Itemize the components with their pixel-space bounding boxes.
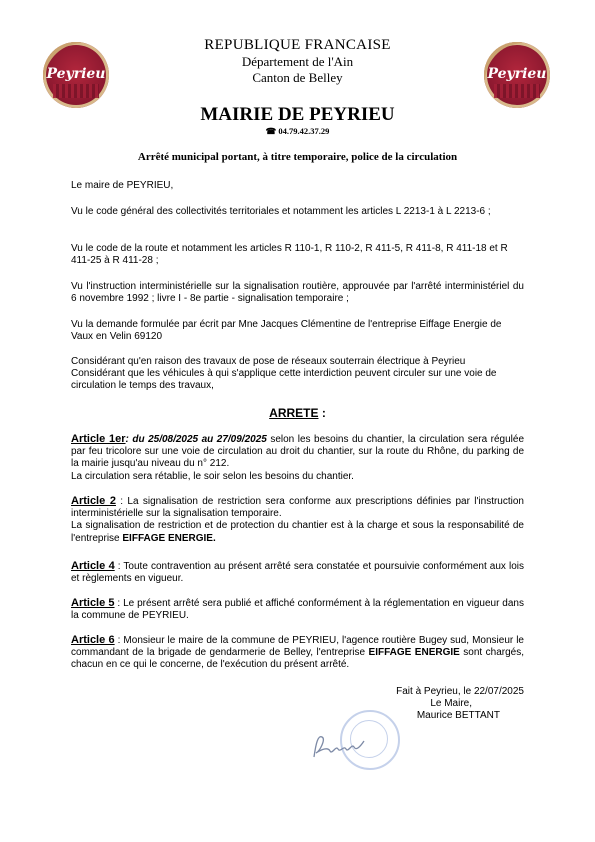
article-1 xyxy=(71,433,524,483)
article-5-text: : Le présent arrêté sera publié et affiché conformément à la réglementation en vigueur dans la commune de PEYRIEU. xyxy=(71,598,524,622)
article-4-label: Article 4 xyxy=(71,560,115,572)
article-1-text: selon les besoins du chantier, la circulation sera régulée par feu tricolore sur une voie de circulation au droit du chantier, sur la route du Rhône, du parking de la mairie jusqu'au niveau du n° 212. xyxy=(71,434,525,470)
article-4 xyxy=(71,560,524,585)
considerant-1: Considérant qu'en raison des travaux de pose de réseaux souterrain électrique à Peyrieu xyxy=(71,356,466,367)
considerant-2: Considérant que les véhicules à qui s'applique cette interdiction peuvent circuler sur une voie de circulation le temps des travaux, xyxy=(71,368,497,392)
handwritten-signature xyxy=(308,727,368,763)
article-6-label: Article 6 xyxy=(71,634,115,646)
article-4-text: : Toute contravention au présent arrêté sera constatée et poursuivie conformément aux lois et règlements en vigueur. xyxy=(71,561,524,585)
article-1-label: Article 1er xyxy=(71,433,126,445)
place-date: Fait à Peyrieu, le 22/07/2025 xyxy=(396,686,524,697)
department-line: Département de l'Ain xyxy=(241,54,354,69)
mairie-title: MAIRIE DE PEYRIEU xyxy=(200,104,395,125)
article-2-text-2: La signalisation de restriction et de protection du chantier est à la charge et sous la responsabilité de l'entreprise xyxy=(71,520,524,544)
article-2-label: Article 2 xyxy=(71,495,116,507)
subject-line: Arrêté municipal portant, à titre temporaire, police de la circulation xyxy=(137,151,458,163)
arrete-heading: ARRETE : xyxy=(269,406,326,420)
article-1-dates: : du 25/08/2025 au 27/09/2025 xyxy=(125,434,267,445)
vu-paragraph-4: Vu la demande formulée par écrit par Mne Jacques Clémentine de l'entreprise Eiffage Energie de Vaux en Velin 69120 xyxy=(71,319,502,343)
canton-line: Canton de Belley xyxy=(252,70,343,85)
vu-paragraph-3: Vu l'instruction interministérielle sur la signalisation routière, approuvée par l'arrêté interministériel du 6 novembre 1992 ; livre I - 8e partie - signalisation temporaire ; xyxy=(71,281,524,305)
article-5 xyxy=(71,597,524,622)
article-1-text-2: La circulation sera rétablie, le soir selon les besoins du chantier. xyxy=(71,470,354,482)
logo-text: Peyrieu xyxy=(46,66,106,82)
intro-line: Le maire de PEYRIEU, xyxy=(71,180,174,191)
mayor-role: Le Maire, xyxy=(430,698,472,709)
article-2-text: : La signalisation de restriction sera conforme aux prescriptions définies par l'instruction interministérielle sur la signalisation temporaire. xyxy=(71,496,524,520)
article-6-company: EIFFAGE ENERGIE xyxy=(368,647,460,659)
republic-heading: REPUBLIQUE FRANCAISE xyxy=(204,37,391,53)
article-2-company: EIFFAGE ENERGIE. xyxy=(122,532,216,544)
vu-paragraph-1: Vu le code général des collectivités territoriales et notamment les articles L 2213-1 à L 2213-6 ; xyxy=(71,206,491,217)
article-5-label: Article 5 xyxy=(71,597,115,609)
article-6-text: : Monsieur le maire de la commune de PEYRIEU, l'agence routière Bugey sud, Monsieur le commandant de la brigade de gendarmerie de Belley, l'entreprise xyxy=(71,635,524,659)
vu-paragraph-2: Vu le code de la route et notamment les articles R 110-1, R 110-2, R 411-5, R 411-8, R 411-18 et R 411-25 à R 411-28 ; xyxy=(71,243,508,267)
mayor-name: Maurice BETTANT xyxy=(416,710,500,721)
phone-number: ☎ 04.79.42.37.29 xyxy=(265,126,330,136)
article-2 xyxy=(71,495,524,545)
article-6 xyxy=(71,634,524,672)
article-6-text-2: sont chargés, chacun en ce qui le concerne, de l'exécution du présent arrêté. xyxy=(71,647,525,671)
logo-text: Peyrieu xyxy=(487,66,547,82)
